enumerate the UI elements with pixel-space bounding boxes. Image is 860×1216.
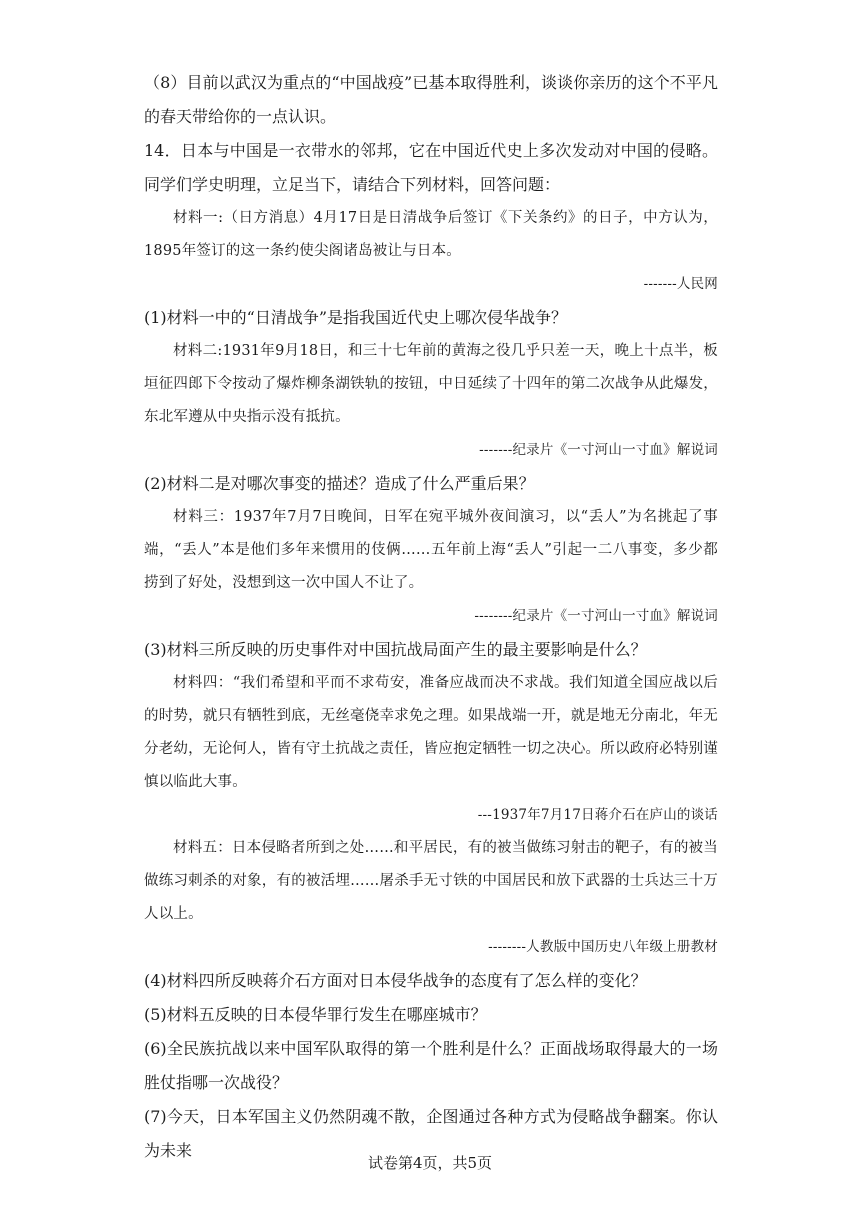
question-14-3: (3)材料三所反映的历史事件对中国抗战局面产生的最主要影响是什么？ xyxy=(144,640,647,659)
material-5: 材料五：日本侵略者所到之处……和平居民，有的被当做练习射击的靶子，有的被当做练习刺杀的对象，有的被活埋……屠杀手无寸铁的中国居民和放下武器的士兵达三十万人以上。 xyxy=(144,840,718,922)
material-2: 材料二:1931年9月18日，和三十七年前的黄海之役几乎只差一天，晚上十点半，板垣征四郎下令按动了爆炸柳条湖铁轨的按钮，中日延续了十四年的第二次战争从此爆发，东北军遵从中央指示没有抵抗。 xyxy=(144,343,718,425)
question-14-2: (2)材料二是对哪次事变的描述？造成了什么严重后果？ xyxy=(144,474,535,493)
material-4-source: ---1937年7月17日蒋介石在庐山的谈话 xyxy=(477,807,718,823)
question-14-7: (7)今天，日本军国主义仍然阴魂不散，企图通过各种方式为侵略战争翻案。你认为未来 xyxy=(144,1107,718,1160)
question-8-of-13: （8）目前以武汉为重点的“中国战疫”已基本取得胜利，谈谈你亲历的这个不平凡的春天带给你的一点认识。 xyxy=(144,73,718,126)
material-5-source: --------人教版中国历史八年级上册教材 xyxy=(488,939,718,955)
material-3: 材料三：1937年7月7日晚间，日军在宛平城外夜间演习，以“丢人”为名挑起了事端，“丢人”本是他们多年来惯用的伎俩……五年前上海“丢人”引起一二八事变，多少都捞到了好处，没想到这一次中国人不让了。 xyxy=(144,509,718,591)
question-14-intro: 14．日本与中国是一衣带水的邻邦，它在中国近代史上多次发动对中国的侵略。同学们学史明理，立足当下，请结合下列材料，回答问题： xyxy=(144,141,718,194)
page-footer: 试卷第4页，共5页 xyxy=(367,1154,493,1172)
question-14-6: (6)全民族抗战以来中国军队取得的第一个胜利是什么？正面战场取得最大的一场胜仗指哪一次战役？ xyxy=(144,1039,718,1092)
material-1: 材料一:（日方消息）4月17日是日清战争后签订《下关条约》的日子，中方认为，1895年签订的这一条约使尖阁诸岛被让与日本。 xyxy=(144,210,718,259)
material-4: 材料四：“我们希望和平而不求苟安，准备应战而决不求战。我们知道全国应战以后的时势，就只有牺牲到底，无丝毫侥幸求免之理。如果战端一开，就是地无分南北，年无分老幼，无论何人，皆有守土抗战之责任，皆应抱定牺牲一切之决心。所以政府必特别谨慎以临此大事。 xyxy=(144,675,718,790)
page-content xyxy=(144,66,718,1168)
material-2-source: -------纪录片《一寸河山一寸血》解说词 xyxy=(479,442,718,458)
material-1-source: -------人民网 xyxy=(643,276,718,292)
question-14-1: (1)材料一中的“日清战争”是指我国近代史上哪次侵华战争？ xyxy=(144,308,568,327)
material-3-source: --------纪录片《一寸河山一寸血》解说词 xyxy=(474,608,718,624)
question-14-5: (5)材料五反映的日本侵华罪行发生在哪座城市？ xyxy=(144,1005,487,1024)
question-14-4: (4)材料四所反映蒋介石方面对日本侵华战争的态度有了怎么样的变化？ xyxy=(144,971,647,990)
